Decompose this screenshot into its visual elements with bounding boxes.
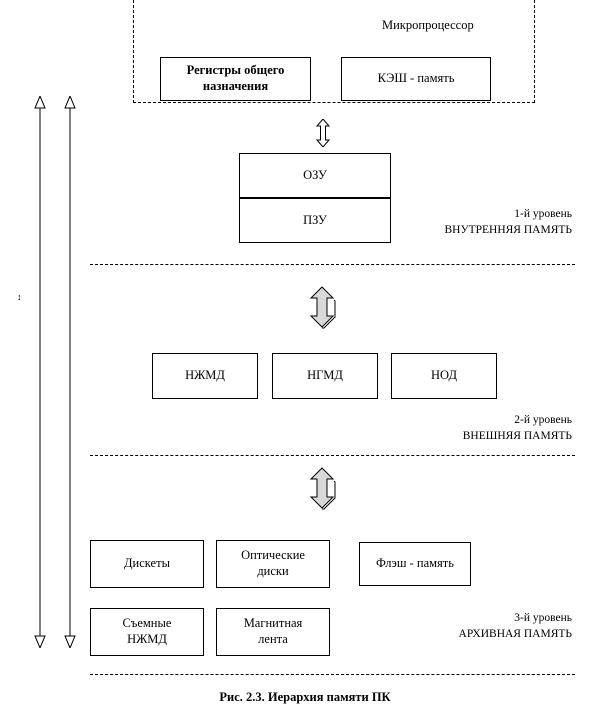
box-tape-label: Магнитная лента: [243, 616, 303, 646]
level-2-line1: 2-й уровень: [514, 414, 572, 426]
arrow-external-archive: [308, 465, 338, 511]
box-flash-label: Флэш - память: [376, 556, 454, 571]
divider-level-2: [90, 455, 575, 456]
box-ram-label: ОЗУ: [303, 167, 327, 182]
axis-arrow-inner: [62, 96, 78, 648]
box-cache-label: КЭШ - память: [377, 71, 455, 86]
divider-level-1: [90, 264, 575, 265]
level-3-line2: АРХИВНАЯ ПАМЯТЬ: [458, 627, 572, 640]
box-optical: [216, 540, 330, 588]
axis-side-mark: ↕: [17, 292, 22, 302]
level-3-line1: 3-й уровень: [514, 612, 572, 624]
box-ram: [239, 153, 391, 198]
arrow-cpu-memory: [316, 119, 330, 147]
box-removable-hdd: [90, 608, 204, 656]
box-optical-label: Оптические диски: [241, 548, 305, 578]
arrow-internal-external: [308, 284, 338, 330]
box-diskettes: [90, 540, 204, 588]
axis-arrow-outer: [32, 96, 48, 648]
box-registers-label: Регистры общего назначения: [186, 63, 285, 93]
figure-caption: Рис. 2.3. Иерархия памяти ПК: [219, 690, 391, 704]
box-rom-label: ПЗУ: [303, 212, 327, 227]
box-fdd: [272, 353, 378, 399]
level-1-line2: ВНУТРЕННЯЯ ПАМЯТЬ: [444, 223, 572, 236]
level-3-label: [380, 611, 572, 642]
box-rom: [239, 198, 391, 243]
box-flash: [359, 542, 471, 586]
level-1-label: [380, 207, 572, 238]
microprocessor-title: Микропроцессор: [382, 18, 474, 32]
box-registers: [160, 57, 311, 101]
box-tape: [216, 608, 330, 656]
box-cache: [341, 57, 491, 101]
box-nod: [391, 353, 497, 399]
box-hdd: [152, 353, 258, 399]
box-diskettes-label: Дискеты: [124, 556, 170, 571]
box-nod-label: НОД: [431, 368, 457, 383]
divider-level-3: [90, 674, 575, 675]
box-removable-hdd-label: Съемные НЖМД: [122, 616, 172, 646]
box-hdd-label: НЖМД: [185, 368, 225, 383]
level-1-line1: 1-й уровень: [514, 208, 572, 220]
box-fdd-label: НГМД: [307, 368, 343, 383]
level-2-line2: ВНЕШНЯЯ ПАМЯТЬ: [462, 429, 572, 442]
level-2-label: [380, 413, 572, 444]
